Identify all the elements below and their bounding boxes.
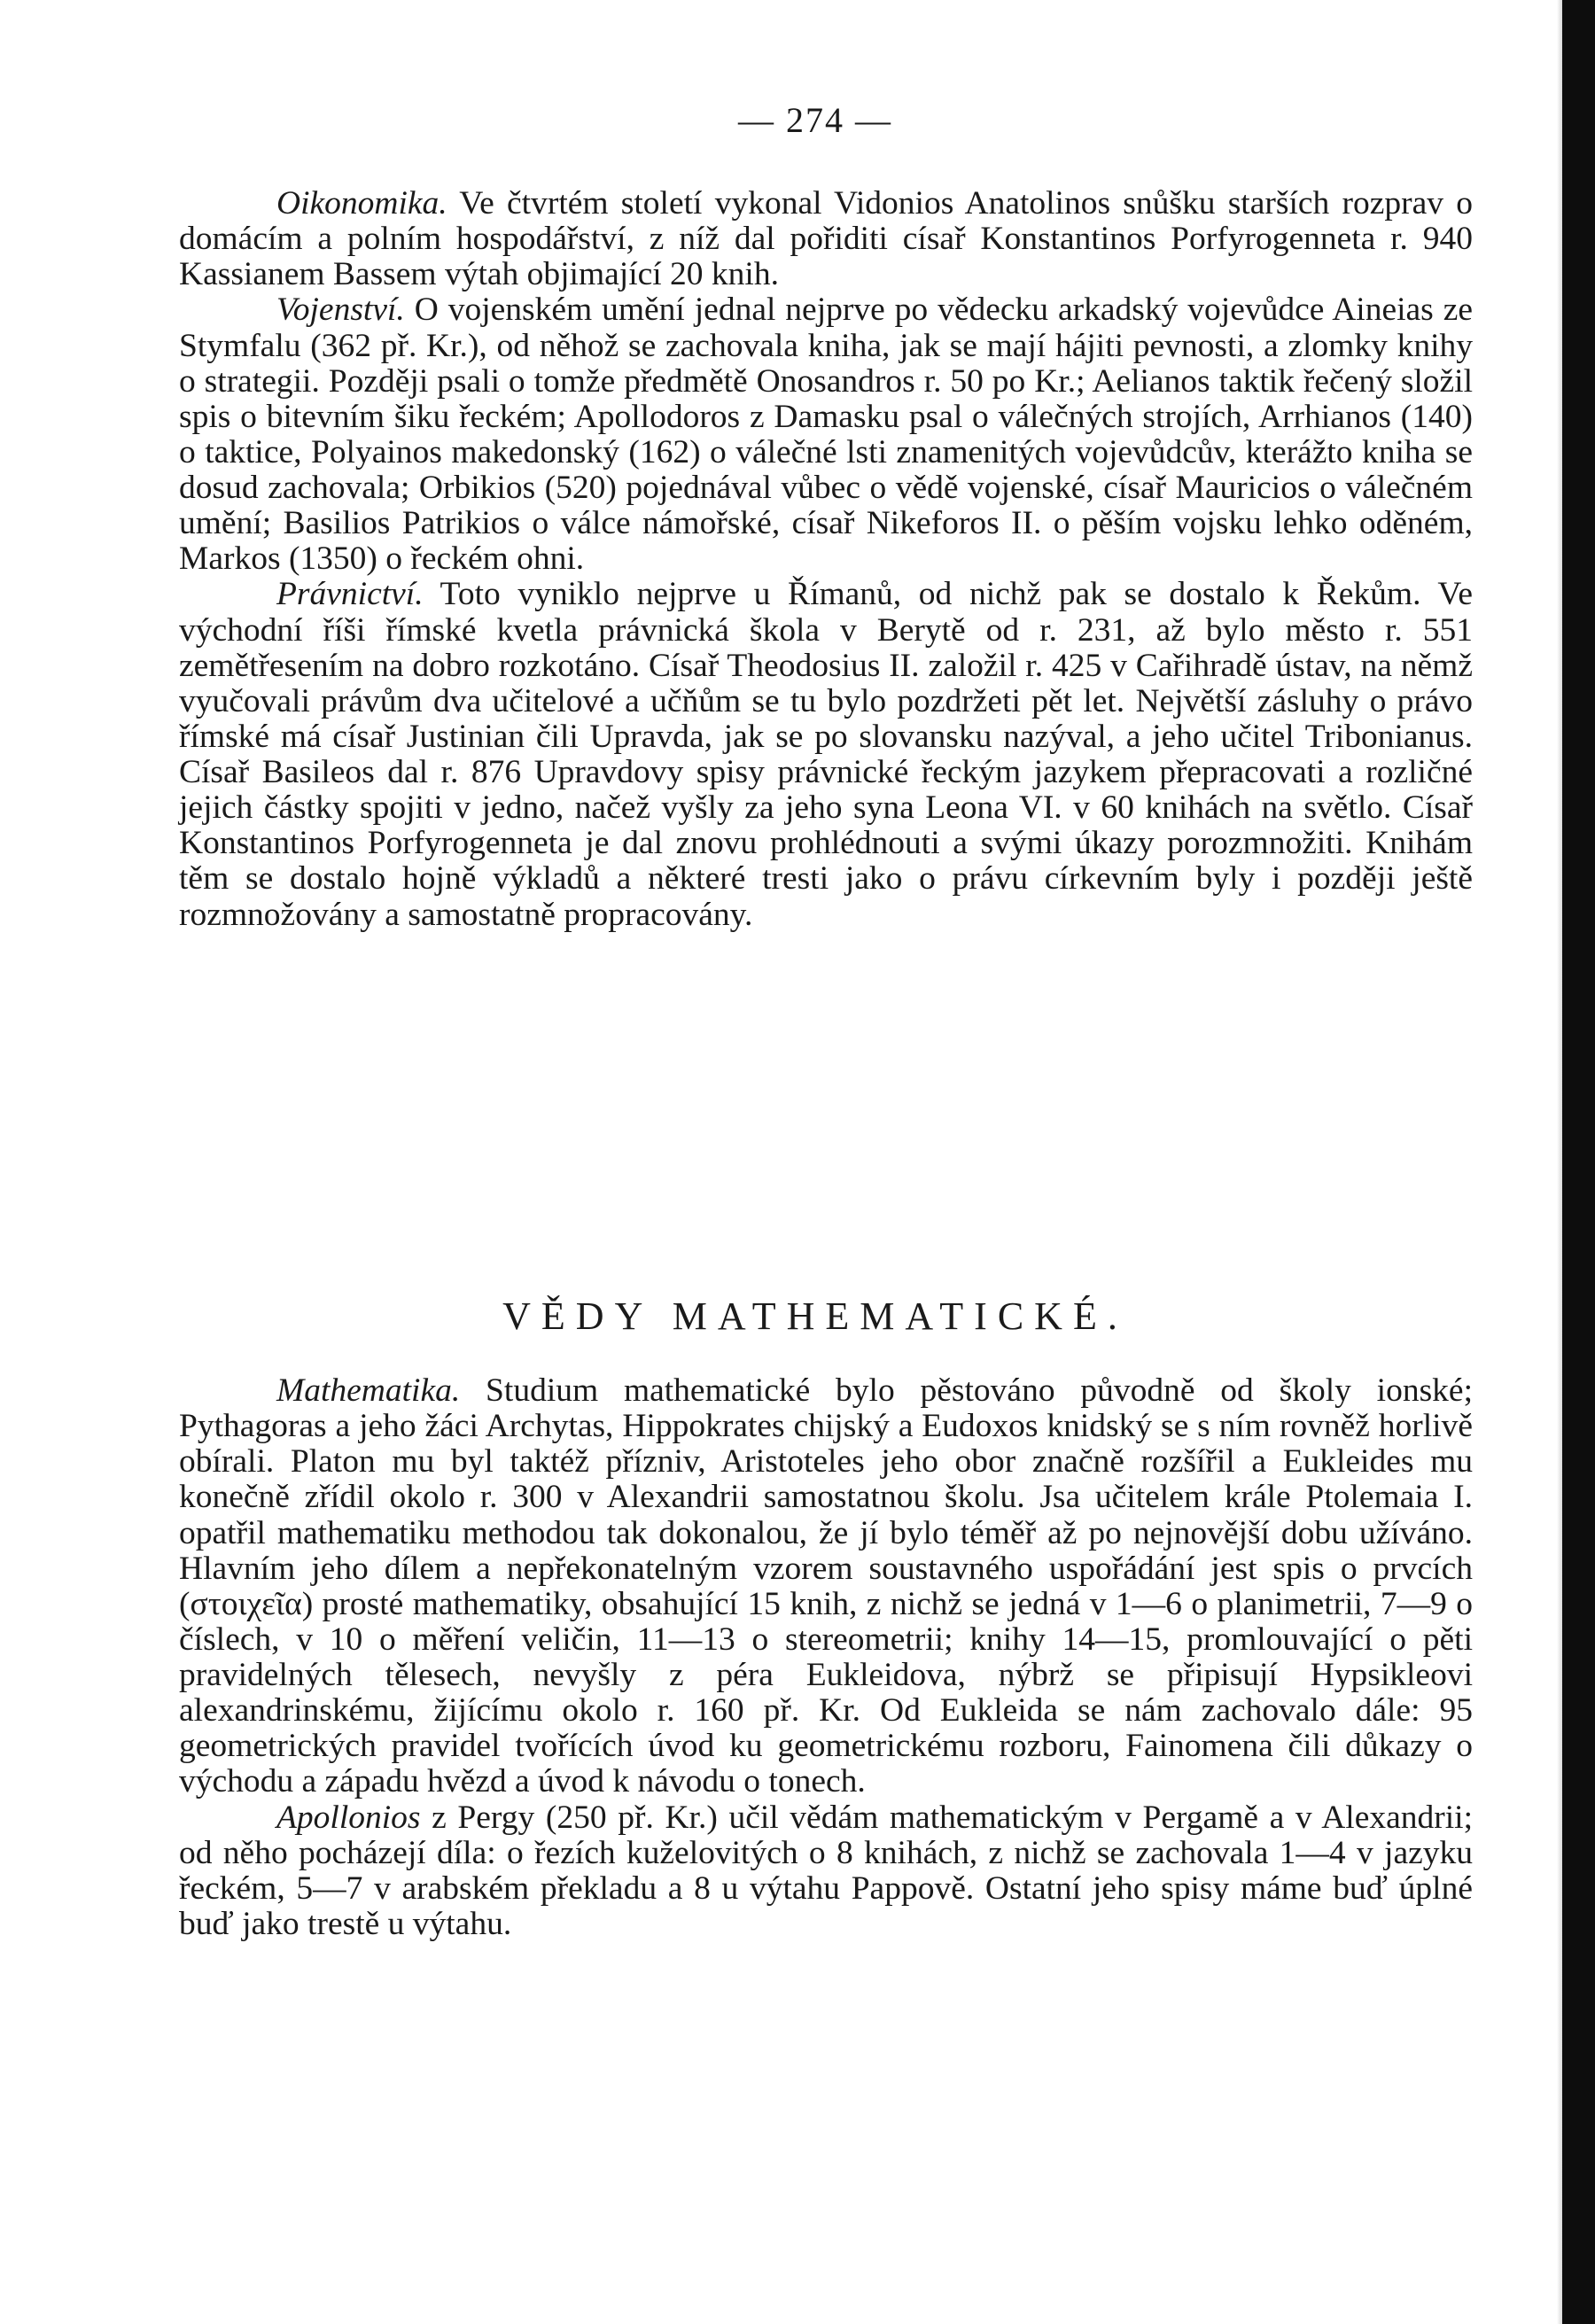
paragraph-vojenstvi — [179, 292, 1473, 577]
paragraph-text: O vojenském umění jednal nejprve po vědecku arkadský vojevůdce Aineias ze Stymfalu (362 př. Kr.), od něhož se zachovala kniha, jak se mají hájiti pevnosti, a zlomky knihy o strategii. Později psali o tomže předmětě Onosandros r. 50 po Kr.; Aelianos taktik řečený složil spis o bitevním šiku řeckém; Apollodoros z Damasku psal o válečných strojích, Arrhianos (140) o taktice, Polyainos makedonský (162) o válečné lsti znamenitých vojevůdcův, kterážto kniha se dosud zachovala; Orbikios (520) pojednával vůbec o vědě vojenské, císař Mauricios o válečném umění; Basilios Patrikios o válce námořské, císař Nikeforos II. o pěším vojsku lehko oděném, Markos (1350) o řeckém ohni. — [179, 291, 1473, 578]
scan-border — [1562, 0, 1595, 2324]
paragraph-text: Toto vyniklo nejprve u Římanů, od nichž pak se dostalo k Řekům. Ve východní říši římské kvetla právnická škola v Berytě od r. 231, až bylo město r. 551 zemětřesením na dobro rozkotáno. Císař Theodosius II. založil r. 425 v Cařihradě ústav, na němž vyučovali právům dva učitelové a učňům se tu bylo pozdržeti pět let. Největší zásluhy o právo římské má císař Justinian čili Upravda, jak se po slovansku nazýval, a jeho učitel Tribonianus. Císař Basileos dal r. 876 Upravdovy spisy právnické řeckým jazykem přepracovati a rozličné jejich částky spojiti v jedno, načež vyšly za jeho syna Leona VI. v 60 knihách na světlo. Císař Konstantinos Porfyrogenneta je dal znovu prohlédnouti a svými úkazy porozmnožiti. Knihám těm se dostalo hojně výkladů a některé tresti jako o právu církevním byly i později ještě rozmnožovány a samostatně propracovány. — [179, 576, 1473, 933]
section-2 — [179, 1373, 1473, 1942]
paragraph-lead: Právnictví. — [276, 576, 424, 613]
paragraph-text: Ve čtvrtém století vykonal Vidonios Anatolinos snůšku starších rozprav o domácím a polním hospodářství, z níž dal pořiditi císař Konstantinos Porfyrogenneta r. 940 Kassianem Bassem výtah objimající 20 knih. — [179, 185, 1473, 293]
paragraph-lead: Oikonomika. — [276, 185, 447, 222]
section-1 — [179, 186, 1473, 933]
paragraph-lead: Mathematika. — [276, 1372, 461, 1409]
paragraph-oikonomika — [179, 186, 1473, 292]
paragraph-text: z Pergy (250 př. Kr.) učil vědám mathematickým v Pergamě a v Alexandrii; od něho pocházejí díla: o řezích kuželovitých o 8 knihách, z nichž se zachovala 1—4 v jazyku řeckém, 5—7 v arabském překladu a 8 u výtahu Pappově. Ostatní jeho spisy máme buď úplné buď jako trestě u výtahu. — [179, 1799, 1473, 1942]
page-number: — 274 — — [738, 100, 892, 140]
paragraph-apollonios — [179, 1800, 1473, 1943]
paragraph-lead: Vojenství. — [276, 291, 405, 329]
paragraph-text: Studium mathematické bylo pěstováno původně od školy ionské; Pythagoras a jeho žáci Archytas, Hippokrates chijský a Eudoxos knidský se s ním rovněž horlivě obírali. Platon mu byl taktéž přízniv, Aristoteles jeho obor značně rozšířil a Eukleides mu konečně zřídil okolo r. 300 v Alexandrii samostatnou školu. Jsa učitelem krále Ptolemaia I. opatřil mathematiku methodou tak dokonalou, že jí bylo téměř až po nejnovější dobu užíváno. Hlavním jeho dílem a nepřekonatelným vzorem soustavného uspořádání jest spis o prvcích (στοιχεῖα) prosté mathematiky, obsahující 15 knih, z nichž se jedná v 1—6 o planimetrii, 7—9 o číslech, v 10 o měření veličin, 11—13 o stereometrii; knihy 14—15, promlouvající o pěti pravidelných tělesech, nevyšly z péra Eukleidova, nýbrž se připisují Hypsikleovi alexandrinskému, žijícímu okolo r. 160 př. Kr. Od Eukleida se nám zachovalo dále: 95 geometrických pravidel tvořících úvod ku geometrickému rozboru, Fainomena čili důkazy o východu a západu hvězd a úvod k návodu o tonech. — [179, 1372, 1473, 1800]
paragraph-lead: Apollonios — [276, 1799, 421, 1836]
paragraph-pravnictvi — [179, 577, 1473, 932]
section-heading: VĚDY MATHEMATICKÉ. — [502, 1294, 1128, 1338]
paragraph-mathematika — [179, 1373, 1473, 1800]
